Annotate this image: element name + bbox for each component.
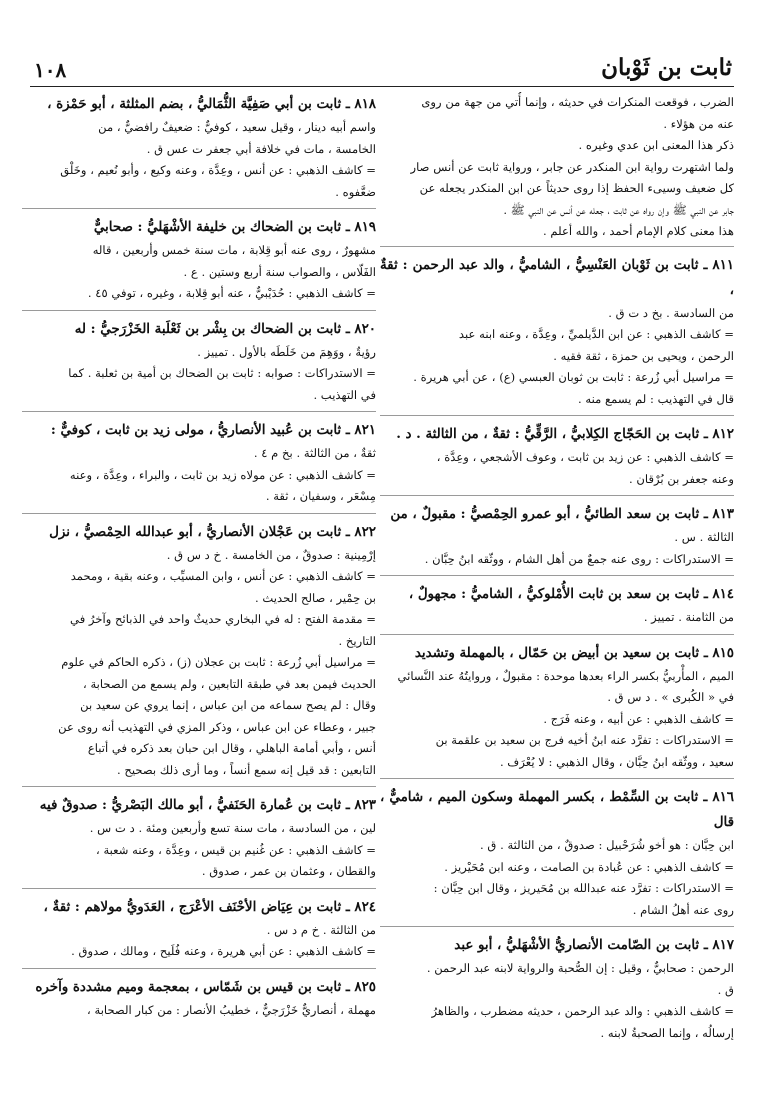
text-line: الضرب ، فوقعت المنكرات في حديثه ، وإنما أُتي من جهة من روى [421, 95, 734, 109]
entry-heading: ٨١٨ ـ ثابت بن أبي صَفِيَّة الثُّمَاليُّ ، بضم المثلثة ، أبو حَمْزة ، [47, 96, 376, 112]
divider [380, 246, 734, 247]
text-line: = كاشف الذهبي : عن زيد بن ثابت ، وعوف الأشجعي ، وعِدَّة ، [436, 450, 734, 464]
text-line: = الاستدراكات : تفرَّد عنه ابنُ أخيه فرج بن سعيد بن علقمة بن [435, 733, 734, 747]
entry-812 [380, 422, 734, 490]
entry-heading: ٨٢١ ـ ثابت بن عُبيد الأنصاريُّ ، مولى زيد بن ثابت ، كوفيٌّ : [50, 422, 376, 438]
entry-heading: ٨١٥ ـ ثابت بن سعيد بن أبيض بن حَمّال ، بالمهملة وتشديد [414, 644, 734, 661]
entry-heading: ٨٢٥ ـ ثابت بن قيس بن شَمّاس ، بمعجمة وميم مشددة وآخره [35, 978, 376, 995]
text-line: من السادسة . بخ د ت ق . [608, 305, 734, 320]
entry-818 [22, 92, 376, 203]
text-line: ولما اشتهرت رواية ابن المنكدر عن جابر ، ورواية ثابت عن أنس صار [410, 159, 734, 174]
entry-817 [380, 933, 734, 1044]
text-line: جبير ، وعطاء عن ابن عباس ، وذكر المزي في التهذيب أنه روى عن [58, 719, 376, 734]
text-line: عنه من هؤلاء . [663, 116, 734, 131]
text-line: = كاشف الذهبي : حُدَيْبيٌّ ، عنه أبو قِلابة ، وغيره ، توفي ٤٥ . [87, 286, 376, 300]
text-line: = كاشف الذهبي : عن أبيه ، وعنه فَرَج . [543, 711, 734, 726]
text-line: = مقدمة الفتح : له في البخاري حديثٌ واحد في الذبائح وآخرُ في [70, 612, 376, 626]
entry-heading: ٨٢٤ ـ ثابت بن عِيَاض الأحْنَف الأعْرَج ، العَدَويُّ مولاهم : ثقةٌ ، [43, 898, 376, 915]
text-line: = الاستدراكات : صوابه : ثابت بن الضحاك بن أمية بن ثعلبة . كما [68, 366, 376, 380]
text-line: هذا معنى كلام الإمام أحمد ، والله أعلم . [543, 224, 734, 238]
text-line: من الثالثة . خ م د س . [266, 922, 376, 937]
divider [22, 786, 376, 787]
divider [22, 310, 376, 311]
text-line: في « الكُبرى » . د س ق . [607, 690, 734, 704]
entry-heading: ٨٢٣ ـ ثابت بن عُمارة الحَنَفيُّ ، أبو مالك البَصْريُّ : صدوقٌ فيه [39, 797, 376, 813]
text-line: الميم ، المأْربيُّ بكسر الراء بعدها موحدة : مقبولٌ ، وروايتُهُ عند النَّسائي [397, 668, 734, 683]
page-number: ١٠٨ [34, 58, 67, 82]
text-line: = الاستدراكات : تفرَّد عنه عبدالله بن مُحَيريز ، وقال ابن حِبَّان : [433, 881, 734, 895]
text-line: بن حِمْير ، صالح الحديث . [255, 590, 376, 605]
text-line: ابن حِبَّان : هو أخو شُرَحْبيل : صدوقٌ ، من الثالثة . ق . [480, 838, 734, 852]
entry-heading: ٨١٤ ـ ثابت بن سعد بن ثابت الأُمْلوكيُّ ، الشاميُّ : مجهولٌ ، [408, 586, 734, 602]
entry-816 [380, 785, 734, 921]
running-title: ثابت بن ثَوْبان [601, 54, 732, 81]
text-line: الرحمن ، ويحيى بن حمزة ، ثقة فقيه . [553, 348, 734, 363]
entry-820 [22, 317, 376, 407]
text-line: = كاشف الذهبي : والد عبد الرحمن ، حديثه مضطرب ، والظاهرُ [431, 1004, 734, 1018]
text-line: الخامسة ، مات في خلافة أبي جعفر ت عس ق . [146, 141, 376, 156]
divider [22, 208, 376, 209]
text-line: كل ضعيف وسيىء الحفظ إذا روى حديثاً عن ابن المنكدر يجعله عن [419, 181, 734, 195]
text-line: مهملة ، أنصاريٌّ خَزْرَجيٌّ ، خطيبُ الأنصار : من كبار الصحابة ، [87, 1002, 376, 1017]
entry-heading: ٨١٩ ـ ثابت بن الضحاك بن خليفة الأشْهَليُّ : صحابيٌّ [93, 219, 376, 235]
entry-heading: ٨١٣ ـ ثابت بن سعد الطائيُّ ، أبو عمرو الحِمْصيُّ : مقبولٌ ، من [390, 506, 734, 522]
divider [22, 411, 376, 412]
text-line: ضعَّفوه . [335, 184, 376, 199]
divider [380, 926, 734, 927]
text-line: وعنه جعفر بن بُرْقان . [629, 471, 734, 486]
text-line: مشهورٌ ، روى عنه أبو قِلابة ، مات سنة خمس وأربعين ، قاله [92, 243, 376, 257]
entry-heading: ٨١٢ ـ ثابت بن الحَجّاج الكِلابيُّ ، الرَّقِّيُّ : ثقةٌ ، من الثالثة . د . [396, 426, 734, 442]
entry-825 [22, 975, 376, 1022]
text-line: الحديث فيمن بعد في طبقة التابعين ، ولم يسمع من الصحابة ، [83, 676, 376, 691]
text-line: التاريخ . [338, 633, 376, 648]
text-line: جابر عن النبي ﷺ وإن رواه عن ثابت ، جعله عن أنس عن النبي ﷺ . [503, 202, 734, 217]
divider [380, 575, 734, 576]
entry-824 [22, 895, 376, 963]
text-line: = الاستدراكات : روى عنه جمعٌ من أهل الشام ، ووثّقه ابنُ حِبَّان . [424, 551, 734, 566]
text-line: والقطان ، وعثمان بن عمر ، صدوق . [201, 864, 376, 878]
intro-paragraph [380, 92, 734, 243]
entry-819 [22, 215, 376, 305]
entry-822 [22, 520, 376, 782]
text-line: ذكر هذا المعنى ابن عدي وغيره . [578, 138, 734, 152]
text-line: إرْمِينية : صدوقٌ ، من الخامسة . خ د س ق . [166, 547, 376, 562]
entry-815 [380, 641, 734, 774]
text-line: وقال : لم يصح سماعه من ابن عباس ، إنما يروي عن سعيد بن [80, 698, 376, 712]
text-line: ثقةٌ ، من الثالثة . بخ م ٤ . [253, 446, 376, 460]
left-column [22, 92, 376, 1082]
text-line: مِسْعَر ، وسفيان ، ثقة . [265, 489, 376, 503]
text-line: ق . [717, 982, 734, 997]
divider [380, 634, 734, 635]
entry-heading: ٨٢٠ ـ ثابت بن الضحاك بن بِشْر بن ثَعْلَبة الخَزْرَجيُّ : له [74, 320, 376, 337]
entry-heading: ٨١٦ ـ ثابت بن السِّمْط ، بكسر المهملة وسكون الميم ، شاميٌّ ، قال [380, 789, 734, 830]
text-line: = مراسيل أبي زُرعة : ثابت بن عجلان (ز) ، ذكره الحاكم في علوم [61, 655, 376, 669]
text-line: = كاشف الذهبي : عن غُنيم بن قيس ، وعِدَّة ، وعنه شعبة ، [96, 842, 376, 857]
entry-811 [380, 253, 734, 411]
text-line: قال في التهذيب : لم يسمع منه . [577, 391, 734, 406]
divider [22, 513, 376, 514]
text-line: الثالثة . س . [674, 530, 734, 544]
page-header [30, 52, 734, 87]
text-line: = كاشف الذهبي : عن أنس ، وابن المسيِّب ، وعنه بقية ، ومحمد [70, 569, 376, 583]
text-line: واسم أبيه دينار ، وقيل سعيد ، كوفيٌّ : ضعيفٌ رافضيٌّ ، من [98, 120, 376, 134]
divider [22, 968, 376, 969]
text-line: = كاشف الذهبي : عن عُبادة بن الصامت ، وعنه ابن مُحَيْريز . [444, 859, 734, 874]
text-line: = كاشف الذهبي : عن ابن الدَّيلميِّ ، وعِدَّة ، وعنه ابنه عبد [458, 327, 734, 341]
entry-823 [22, 793, 376, 883]
text-line: رؤيةٌ ، ووَهِمَ من خَلَطَه بالأول . تمييز . [197, 344, 376, 359]
entry-813 [380, 502, 734, 570]
text-line: إرسالُه ، وإنما الصحبةُ لابنه . [600, 1025, 734, 1040]
text-line: لين ، من السادسة ، مات سنة تسع وأربعين ومئة . د ت س . [89, 821, 376, 835]
divider [380, 495, 734, 496]
text-line: روى عنه أهلُ الشام . [632, 902, 734, 917]
text-line: = كاشف الذهبي : عن أبي هريرة ، وعنه فُلَيح ، ومالك ، صدوق . [71, 944, 376, 958]
text-line: سعيد ، ووثّقه ابنُ حِبَّان ، وقال الذهبي : لا يُعْرَف . [499, 754, 734, 769]
text-line: = كاشف الذهبي : عن أنس ، وعِدَّة ، وعنه وكيع ، وأبو نُعيم ، وخَلْق [60, 163, 376, 177]
divider [380, 415, 734, 416]
right-column [380, 92, 734, 1082]
text-line: = كاشف الذهبي : عن مولاه زيد بن ثابت ، والبراء ، وعِدَّة ، وعنه [69, 467, 376, 482]
text-line: الرحمن : صحابيٌّ ، وقيل : إن الصُّحبة والرواية لابنه عبد الرحمن . [426, 961, 734, 975]
entry-heading: ٨٢٢ ـ ثابت بن عَجْلان الأنصاريُّ ، أبو عبدالله الحِمْصيُّ ، نزل [49, 523, 376, 540]
entry-821 [22, 418, 376, 508]
text-line: من الثامنة . تمييز . [643, 610, 734, 624]
divider [380, 778, 734, 779]
text-line: أنس ، وأبي أمامة الباهلي ، وقال ابن حبان بعد ذكره في أتباع [87, 741, 376, 755]
entry-814 [380, 582, 734, 629]
text-line: التابعين : قد قيل إنه سمع أنساً ، وما أرى ذلك بصحيح . [117, 762, 376, 777]
entry-heading: ٨١٧ ـ ثابت بن الصّامت الأنصاريُّ الأشْهَليُّ ، أبو عبد [454, 937, 734, 953]
text-line: = مراسيل أبي زُرعة : ثابت بن ثوبان العبسي (ع) ، عن أبي هريرة . [413, 370, 734, 384]
text-line: في التهذيب . [313, 387, 376, 402]
divider [22, 888, 376, 889]
text-line: الفَلّاس ، والصواب سنة أربع وستين . ع . [183, 264, 376, 279]
entry-heading: ٨١١ ـ ثابت بن ثَوْبان العَنْسِيُّ ، الشاميُّ ، والد عبد الرحمن : ثقةٌ ، [380, 256, 734, 298]
